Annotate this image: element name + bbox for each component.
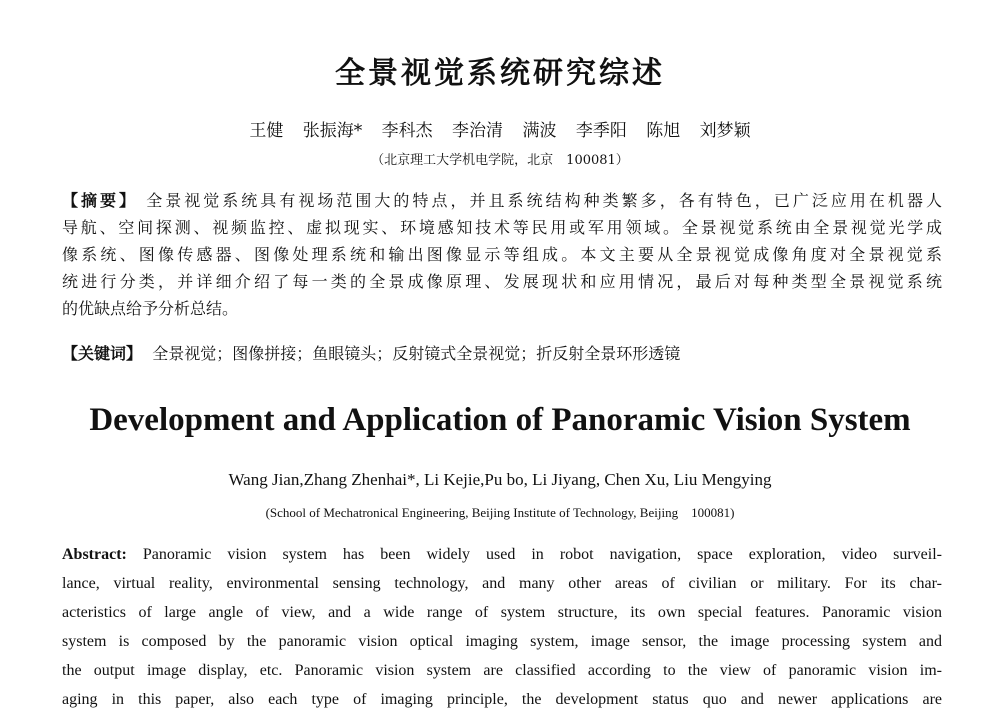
abstract-text: 全景视觉系统具有视场范围大的特点，并且系统结构种类繁多，各有特色，已广泛应用在机器人 <box>146 191 942 210</box>
chinese-authors <box>0 116 1000 141</box>
author-name: 王健 <box>249 121 284 141</box>
abstract-text: Panoramic vision system has been widely used in robot navigation, space exploration, video surveil- <box>142 546 942 563</box>
author-name: 李科杰 <box>381 121 433 141</box>
abstract-line: 导航、空间探测、视频监控、虚拟现实、环境感知技术等民用或军用领域。全景视觉系统由全景视觉光学成 <box>62 218 942 237</box>
abstract-label: 【摘要】 <box>62 191 139 210</box>
abstract-line: the output image display, etc. Panoramic vision system are classified according to the view of panoramic vision im- <box>62 662 942 679</box>
abstract-line: 的优缺点给予分析总结。 <box>62 299 239 318</box>
chinese-abstract <box>62 187 942 322</box>
abstract-line: 像系统、图像传感器、图像处理系统和输出图像显示等组成。本文主要从全景视觉成像角度对全景视觉系 <box>62 245 942 264</box>
abstract-line: system is composed by the panoramic vision optical imaging system, image sensor, the image processing system and <box>62 633 942 650</box>
author-name: 张振海* <box>302 121 363 141</box>
english-title: Development and Application of Panoramic Vision System <box>89 402 911 438</box>
english-abstract <box>62 540 942 714</box>
chinese-affiliation: （北京理工大学机电学院，北京 100081） <box>371 153 629 168</box>
author-name: 李治清 <box>452 121 504 141</box>
abstract-line: 统进行分类，并详细介绍了每一类的全景成像原理、发展现状和应用情况，最后对每种类型全景视觉系统 <box>62 272 942 291</box>
abstract-label: Abstract: <box>62 546 127 563</box>
abstract-line <box>62 187 942 214</box>
author-name: 满波 <box>522 121 557 141</box>
abstract-line: aging in this paper, also each type of imaging principle, the development status quo and newer applications are <box>62 691 942 708</box>
abstract-line: lance, virtual reality, environmental sensing technology, and many other areas of civilian or military. For its char- <box>62 575 942 592</box>
chinese-title: 全景视觉系统研究综述 <box>335 56 665 91</box>
keywords-text: 全景视觉；图像拼接；鱼眼镜头；反射镜式全景视觉；折反射全景环形透镜 <box>152 344 681 363</box>
author-name: 刘梦颖 <box>699 121 751 141</box>
chinese-keywords <box>62 341 942 364</box>
english-affiliation: (School of Mechatronical Engineering, Beijing Institute of Technology, Beijing 100081) <box>265 505 735 520</box>
english-authors: Wang Jian,Zhang Zhenhai*, Li Kejie,Pu bo, Li Jiyang, Chen Xu, Liu Mengying <box>228 470 772 489</box>
keywords-label: 【关键词】 <box>62 344 143 363</box>
abstract-line <box>62 540 942 569</box>
author-name: 李季阳 <box>575 121 627 141</box>
author-name: 陈旭 <box>646 121 681 141</box>
abstract-line: acteristics of large angle of view, and a wide range of system structure, its own special features. Panoramic vision <box>62 604 942 621</box>
